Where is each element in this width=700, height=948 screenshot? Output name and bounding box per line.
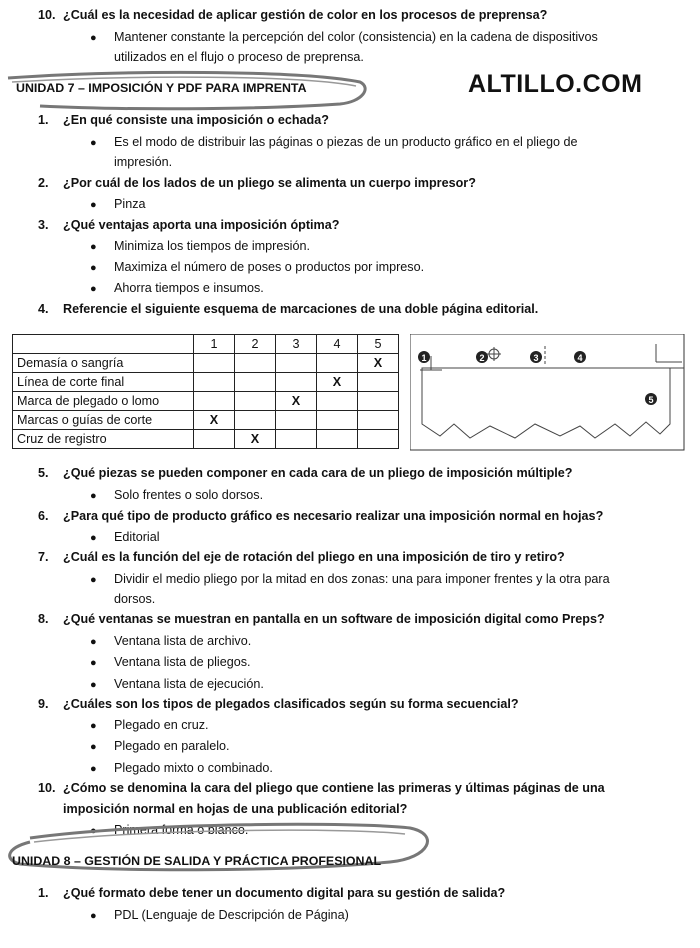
bullet-icon: ●	[90, 910, 97, 922]
bullet-icon: ●	[90, 763, 97, 775]
marker-1	[418, 351, 430, 363]
answer-bullet: ● Plegado en cruz.	[90, 718, 209, 732]
svg-text:3: 3	[533, 353, 539, 363]
table-header: 1	[194, 335, 235, 354]
bullet-icon: ●	[90, 137, 97, 149]
table-cell	[276, 354, 317, 373]
table-cell	[317, 354, 358, 373]
svg-text:4: 4	[577, 353, 583, 363]
table-cell	[194, 373, 235, 392]
answer-bullet: ● Editorial	[90, 530, 160, 544]
marker-2	[476, 351, 488, 363]
marker-4	[574, 351, 586, 363]
table-cell	[317, 411, 358, 430]
question-10: 10. ¿Cómo se denomina la cara del pliego que contiene las primeras y últimas páginas de una	[38, 781, 605, 795]
question-8: 8. ¿Qué ventanas se muestran en pantalla en un software de imposición digital como Preps?	[38, 612, 605, 626]
question-5: 5. ¿Qué piezas se pueden componer en cada cara de un pliego de imposición múltiple?	[38, 466, 573, 480]
answer-bullet: ● Ventana lista de archivo.	[90, 634, 252, 648]
answer-bullet: ● Plegado mixto o combinado.	[90, 761, 273, 775]
answer-bullet: ● Ventana lista de ejecución.	[90, 677, 264, 691]
bullet-icon: ●	[90, 825, 97, 837]
question-3: 3. ¿Qué ventajas aporta una imposición óptima?	[38, 218, 340, 232]
bullet-icon: ●	[90, 720, 97, 732]
question-4: 4. Referencie el siguiente esquema de marcaciones de una doble página editorial.	[38, 302, 539, 316]
svg-text:5: 5	[648, 395, 654, 405]
answer-bullet: ● Ahorra tiempos e insumos.	[90, 281, 264, 295]
table-header: 3	[276, 335, 317, 354]
table-cell	[358, 430, 399, 449]
table-row	[13, 373, 399, 392]
row-label: Cruz de registro	[13, 430, 194, 449]
row-label: Demasía o sangría	[13, 354, 194, 373]
bullet-icon: ●	[90, 679, 97, 691]
table-cell: X	[358, 354, 399, 373]
table-row	[13, 411, 399, 430]
question-10-prev: 10. ¿Cuál es la necesidad de aplicar gestión de color en los procesos de preprensa?	[38, 8, 548, 22]
table-row	[13, 430, 399, 449]
marker-5	[645, 393, 657, 405]
svg-text:1: 1	[421, 353, 427, 363]
question-9: 9. ¿Cuáles son los tipos de plegados clasificados según su forma secuencial?	[38, 697, 519, 711]
table-row	[13, 392, 399, 411]
answer-bullet: ● Dividir el medio pliego por la mitad en dos zonas: una para imponer frentes y la otra para	[90, 572, 610, 586]
table-cell	[194, 430, 235, 449]
bullet-icon: ●	[90, 636, 97, 648]
bullet-icon: ●	[90, 199, 97, 211]
table-header-row	[13, 335, 399, 354]
table-cell: X	[235, 430, 276, 449]
table-row	[13, 354, 399, 373]
marker-3	[530, 351, 542, 363]
answer-bullet: ● Plegado en paralelo.	[90, 739, 230, 753]
brand-logo: ALTILLO.COM	[468, 70, 643, 98]
answer-bullet: ● Es el modo de distribuir las páginas o piezas de un producto gráfico en el pliego de	[90, 135, 578, 149]
answer-continuation: impresión.	[114, 155, 173, 169]
table-cell	[358, 411, 399, 430]
table-header: 2	[235, 335, 276, 354]
row-label: Marca de plegado o lomo	[13, 392, 194, 411]
bullet-icon: ●	[90, 490, 97, 502]
table-cell	[194, 392, 235, 411]
page-marks-diagram	[410, 334, 686, 452]
table-header: 4	[317, 335, 358, 354]
table-cell: X	[276, 392, 317, 411]
answer-continuation: dorsos.	[114, 592, 156, 606]
table-cell	[358, 373, 399, 392]
answer-bullet: ● Mantener constante la percepción del color (consistencia) en la cadena de dispositivos	[90, 30, 598, 44]
marks-table	[12, 334, 399, 449]
unit-7-title: UNIDAD 7 – IMPOSICIÓN Y PDF PARA IMPRENTA	[16, 81, 307, 95]
question-1: 1. ¿En qué consiste una imposición o echada?	[38, 113, 329, 127]
question-continuation: imposición normal en hojas de una publicación editorial?	[63, 802, 408, 816]
pencil-loop-unit8	[0, 820, 440, 878]
table-cell	[235, 411, 276, 430]
question-6: 6. ¿Para qué tipo de producto gráfico es necesario realizar una imposición normal en hojas?	[38, 509, 604, 523]
table-cell: X	[194, 411, 235, 430]
bullet-icon: ●	[90, 532, 97, 544]
answer-bullet: ● Pinza	[90, 197, 146, 211]
table-header: 5	[358, 335, 399, 354]
bullet-icon: ●	[90, 741, 97, 753]
answer-bullet: ● Minimiza los tiempos de impresión.	[90, 239, 310, 253]
table-cell	[276, 373, 317, 392]
table-cell	[317, 430, 358, 449]
answer-bullet: ● Solo frentes o solo dorsos.	[90, 488, 264, 502]
table-cell	[358, 392, 399, 411]
table-cell	[235, 373, 276, 392]
bullet-icon: ●	[90, 32, 97, 44]
svg-text:2: 2	[479, 353, 485, 363]
table-cell	[194, 354, 235, 373]
answer-bullet: ● Ventana lista de pliegos.	[90, 655, 251, 669]
table-cell	[235, 354, 276, 373]
bullet-icon: ●	[90, 657, 97, 669]
table-corner	[13, 335, 194, 354]
answer-bullet: ● Primera forma o blanco.	[90, 823, 249, 837]
bullet-icon: ●	[90, 574, 97, 586]
bullet-icon: ●	[90, 241, 97, 253]
row-label: Marcas o guías de corte	[13, 411, 194, 430]
unit-8-title: UNIDAD 8 – GESTIÓN DE SALIDA Y PRÁCTICA PROFESIONAL	[12, 854, 382, 868]
table-cell	[276, 430, 317, 449]
question-1-unit8: 1. ¿Qué formato debe tener un documento digital para su gestión de salida?	[38, 886, 506, 900]
answer-bullet: ● PDL (Lenguaje de Descripción de Página)	[90, 908, 349, 922]
question-2: 2. ¿Por cuál de los lados de un pliego se alimenta un cuerpo impresor?	[38, 176, 476, 190]
bullet-icon: ●	[90, 262, 97, 274]
table-cell	[235, 392, 276, 411]
bullet-icon: ●	[90, 283, 97, 295]
answer-continuation: utilizados en el flujo o proceso de preprensa.	[114, 50, 364, 64]
table-cell	[317, 392, 358, 411]
question-7: 7. ¿Cuál es la función del eje de rotación del pliego en una imposición de tiro y retiro?	[38, 550, 565, 564]
table-cell: X	[317, 373, 358, 392]
row-label: Línea de corte final	[13, 373, 194, 392]
answer-bullet: ● Maximiza el número de poses o productos por impreso.	[90, 260, 425, 274]
table-cell	[276, 411, 317, 430]
